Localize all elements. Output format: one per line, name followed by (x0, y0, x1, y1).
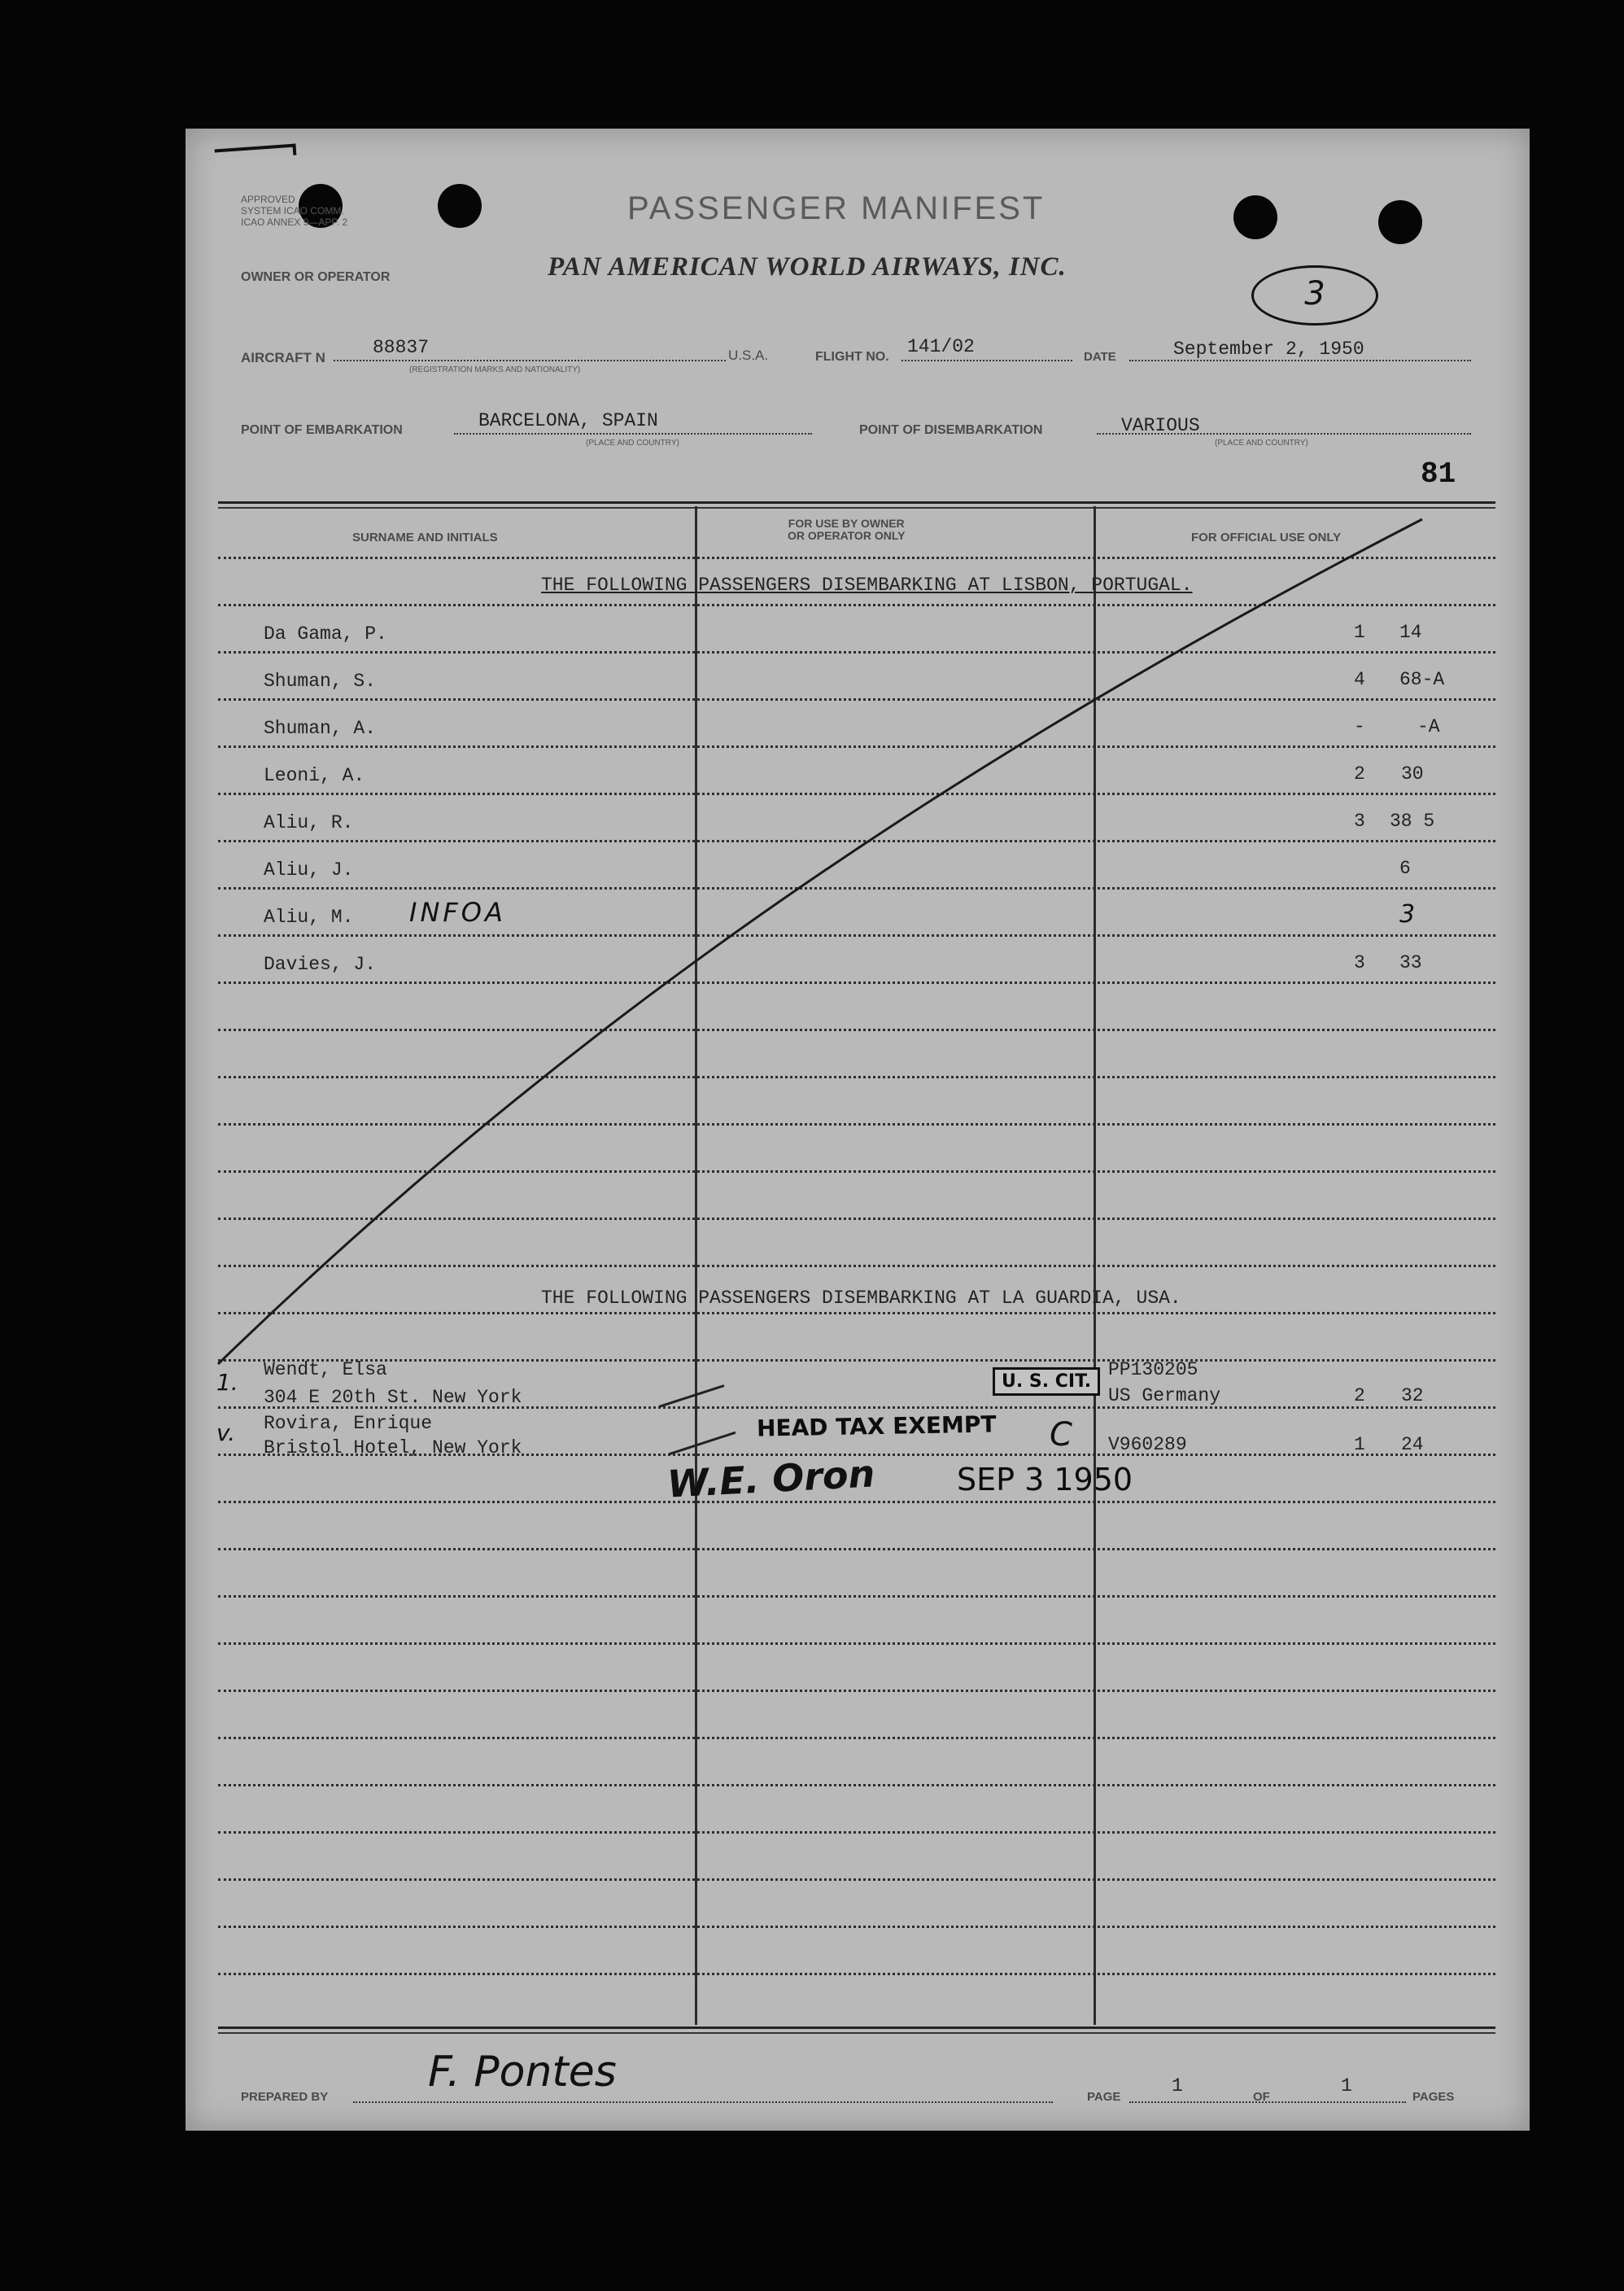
initial-mark: C (1050, 1416, 1072, 1454)
page-underline (1129, 2101, 1406, 2103)
passenger-code-b: 32 (1401, 1385, 1424, 1406)
flight-value: 141/02 (907, 336, 975, 357)
check-mark: v. (216, 1419, 236, 1446)
passenger-note: INFOA (409, 897, 506, 928)
page-label: PAGE (1087, 2090, 1121, 2104)
column-header-owner: FOR USE BY OWNER OR OPERATOR ONLY (788, 517, 906, 542)
embark-value: BARCELONA, SPAIN (478, 410, 658, 431)
date-label: DATE (1084, 350, 1116, 364)
passenger-name: Rovira, Enrique (264, 1413, 433, 1434)
embark-sub: (PLACE AND COUNTRY) (586, 439, 679, 448)
pages-label: PAGES (1412, 2090, 1455, 2104)
section-heading-la-guardia: THE FOLLOWING PASSENGERS DISEMBARKING AT LA GUARDIA, USA. (541, 1288, 1181, 1309)
section-heading-lisbon: THE FOLLOWING PASSENGERS DISEMBARKING AT LISBON, PORTUGAL. (541, 575, 1193, 596)
passenger-passport: PP130205 (1108, 1359, 1198, 1380)
inspector-signature: W.E. Oron (666, 1451, 876, 1506)
page-value: 1 (1172, 2075, 1183, 2096)
date-value: September 2, 1950 (1173, 339, 1364, 360)
passenger-code-b: 3 (1399, 900, 1416, 929)
passenger-name: Shuman, S. (264, 671, 377, 692)
passenger-code-a: 2 (1354, 1385, 1365, 1406)
preparer-signature: F. Pontes (428, 2048, 617, 2096)
head-tax-exempt-stamp: HEAD TAX EXEMPT (756, 1410, 997, 1442)
passenger-code-a: 4 (1354, 669, 1365, 690)
column-header-official: FOR OFFICIAL USE ONLY (1191, 531, 1342, 544)
prepared-by-underline (353, 2101, 1053, 2103)
circled-number-value: 3 (1304, 275, 1325, 313)
passenger-code-b: 68-A (1399, 669, 1445, 690)
passenger-code-b: 30 (1401, 763, 1424, 785)
passenger-address: 304 E 20th St. New York (264, 1387, 522, 1408)
prepared-by-label: PREPARED BY (241, 2090, 329, 2104)
approval-note: APPROVED SYSTEM ICAO COMM. ICAO ANNEX 9—APP. 2 (241, 194, 348, 228)
passenger-code-a: 2 (1354, 763, 1365, 785)
passenger-code-b: 33 (1399, 952, 1422, 973)
passenger-code-b: 6 (1399, 858, 1411, 879)
passenger-name: Aliu, M. (264, 907, 354, 928)
passenger-code-b: 14 (1399, 622, 1422, 643)
nationality: U.S.A. (728, 348, 769, 363)
form-title: PASSENGER MANIFEST (627, 190, 1046, 226)
passenger-address: Bristol Hotel, New York (264, 1437, 522, 1458)
us-citizen-stamp: U. S. CIT. (993, 1367, 1100, 1396)
page-number-top: 81 (1421, 457, 1456, 491)
check-mark: 1. (216, 1369, 238, 1396)
embark-label: POINT OF EMBARKATION (241, 423, 403, 437)
passenger-name: Aliu, J. (264, 859, 354, 881)
passenger-code-b: -A (1417, 716, 1440, 737)
of-value: 1 (1341, 2075, 1352, 2096)
passenger-name: Aliu, R. (264, 812, 354, 833)
passenger-name: Shuman, A. (264, 718, 377, 739)
manifest-sheet (186, 129, 1530, 2131)
diagonal-strike-line (186, 129, 1530, 2131)
passenger-name: Davies, J. (264, 954, 377, 975)
of-label: OF (1253, 2090, 1270, 2104)
passenger-name: Da Gama, P. (264, 623, 387, 645)
passenger-nationality: US Germany (1108, 1385, 1221, 1406)
passenger-code-b: 24 (1401, 1434, 1424, 1455)
passenger-passport: V960289 (1108, 1434, 1187, 1455)
aircraft-value: 88837 (373, 337, 430, 358)
passenger-code-a: 3 (1354, 952, 1365, 973)
column-header-surname: SURNAME AND INITIALS (352, 531, 498, 544)
passenger-name: Wendt, Elsa (264, 1359, 387, 1380)
passenger-name: Leoni, A. (264, 765, 365, 786)
disembark-label: POINT OF DISEMBARKATION (859, 423, 1043, 437)
passenger-code-a: - (1354, 716, 1365, 737)
disembark-sub: (PLACE AND COUNTRY) (1215, 439, 1308, 448)
passenger-code-a: 3 (1354, 811, 1365, 832)
passenger-code-b: 38 5 (1390, 811, 1435, 832)
aircraft-label: AIRCRAFT N (241, 350, 325, 365)
disembark-value: VARIOUS (1121, 415, 1200, 436)
operator-name: PAN AMERICAN WORLD AIRWAYS, INC. (548, 252, 1067, 282)
owner-label: OWNER OR OPERATOR (241, 270, 391, 284)
passenger-code-a: 1 (1354, 622, 1365, 643)
passenger-code-a: 1 (1354, 1434, 1365, 1455)
flight-label: FLIGHT NO. (815, 350, 889, 364)
stamp-date: SEP 3 1950 (957, 1462, 1133, 1497)
aircraft-sub: (REGISTRATION MARKS AND NATIONALITY) (409, 365, 581, 374)
